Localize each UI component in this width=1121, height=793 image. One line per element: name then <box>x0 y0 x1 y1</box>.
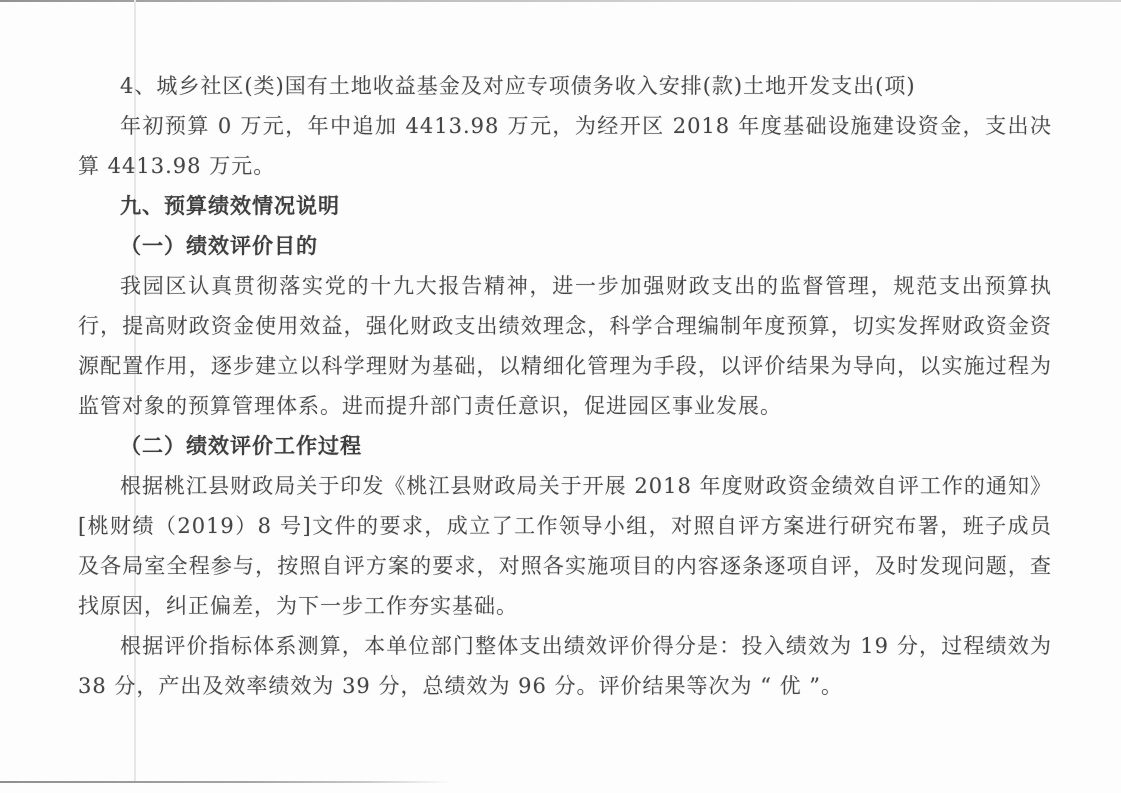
scan-edge-bottom-line <box>0 781 452 783</box>
heading-subsection-two-evaluation-process: （二）绩效评价工作过程 <box>120 433 362 458</box>
paragraph-evaluation-process: 根据桃江县财政局关于印发《桃江县财政局关于开展 2018 年度财政资金绩效自评工作的通知》[桃财绩（2019）8 号]文件的要求，成立了工作领导小组，对照自评方案进行研究布署，班子成员及各局室全程参与，按照自评方案的要求，对照各实施项目的内容逐条逐项自评，及时发现问题，查找原因，纠正偏差，为下一步工作夯实基础。 <box>78 474 1052 618</box>
paragraph-evaluation-score-result: 根据评价指标体系测算，本单位部门整体支出绩效评价得分是：投入绩效为 19 分，过程绩效为 38 分，产出及效率绩效为 39 分，总绩效为 96 分。评价结果等次为 “ 优 ”。 <box>78 634 1052 698</box>
scan-edge-top-line <box>0 0 1121 2</box>
document-body <box>78 66 1052 706</box>
heading-subsection-one-evaluation-purpose: （一）绩效评价目的 <box>120 233 318 258</box>
paragraph-expenditure-item-4-title: 4、城乡社区(类)国有土地收益基金及对应专项债务收入安排(款)土地开发支出(项) <box>120 74 916 98</box>
paragraph-evaluation-purpose: 我园区认真贯彻落实党的十九大报告精神，进一步加强财政支出的监督管理，规范支出预算执行，提高财政资金使用效益，强化财政支出绩效理念，科学合理编制年度预算，切实发挥财政资金资源配置作用，逐步建立以科学理财为基础，以精细化管理为手段，以评价结果为导向，以实施过程为监管对象的预算管理体系。进而提升部门责任意识，促进园区事业发展。 <box>78 274 1052 418</box>
paragraph-expenditure-item-4-detail: 年初预算 0 万元，年中追加 4413.98 万元，为经开区 2018 年度基础设施建设资金，支出决算 4413.98 万元。 <box>78 114 1052 178</box>
heading-section-nine-budget-performance: 九、预算绩效情况说明 <box>120 194 340 218</box>
